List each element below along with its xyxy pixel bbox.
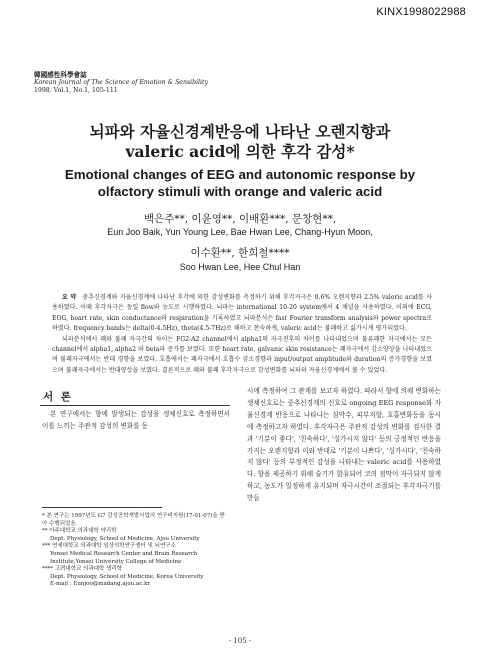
abstract-paragraph-2 [52,335,432,377]
footnote-affiliation-yonsei-ko: *** 연세대학교 의과대학 임상의학연구센터 및 뇌연구소 [42,543,176,550]
authors-korean-line-1: 백은주**, 이윤영**, 이배환***, 문창현**, [143,213,337,225]
footnote-rule [42,507,162,508]
footnotes [42,513,230,589]
journal-header [34,71,434,95]
footnote-affiliation-korea-en: Dept. Physiology, School of Medicine, Korea University [50,573,204,580]
document-id: KINX1998022988 [376,6,466,18]
footnote-affiliation-ajou-ko: ** 아주대학교 의과대학 약리학 [42,528,117,535]
abstract-text-2: 뇌파분석에서 쾌와 불쾌 자극간의 차이는 FG2-A2 channel에서 alpha1의 자극전후의 차이를 나타내었으며 불유쾌한 자극에서는 모든 channel에서 alpha1, alpha2 와 beta파 증가를 보였다. 또한 heart rate, galvanic skin resistance는 쾌자극에서 감소양상을 나타내었으며 불쾌자극에서는 반대 경향을 보였다. 호흡에서는 쾌자극에서 호흡수 감소경향과 input/output amplitude와 duration의 증가경향을 보였으며 불쾌자극에서는 반대양상을 보였다. 결론적으로 쾌와 불쾌 후각자극으로 감성변화를 뇌파와 자율신경계에서 볼 수 있었다. [52,335,432,374]
footnote-funding: * 본 연구는 1997년도 G7 감성공학개발사업의 연구비지원(17-01-07)을 받아 수행되었음. [42,513,225,527]
abstract [52,293,432,376]
english-title-line-2: olfactory stimuli with orange and valeric acid [97,184,383,199]
journal-english-name: Korean Journal of The Science of Emotion & Sensibility [34,79,208,86]
english-title-line-1: Emotional changes of EEG and autonomic response by [64,167,416,182]
abstract-text-1: 중추신경계와 자율신경계에 나타난 후각에 의한 감성변화를 측정하기 위해 후각자극은 0.6% 오렌지향과 2.5% valeric acid를 사용하였다. 이때 후각자극은 동일 flow와 농도로 시행하였다. 뇌파는 international 10-20 system에서 4 채널을 사용하였다. 이외에 ECG, EOG, heart rate, skin conductance와 respiration을 기록하였고 뇌파분석은 fast Fourier transform analysis와 power spectra로 하였다. frequency bands는 delta(0-4.5Hz), theta(4.5-7Hz)로 해하고 찬숙하게, valeric acid는 불쾌하고 싫가시게 평가되었다. [52,294,432,333]
korean-title-line-2: valeric acid에 의한 후각 감성* [125,142,355,161]
introduction-left-text: 본 연구에서는 향에 발생되는 감성을 생체신호로 측정하면서 이를 느끼는 주관적 감성의 변화를 동 [42,410,230,430]
footnote-email: E-mail : Eunjoo@madang.ajou.ac.kr [50,581,151,588]
heading-rule [40,405,230,406]
journal-korean-name: 韓國感性科學會誌 [34,71,87,79]
introduction-heading: 서 론 [43,391,73,403]
footnote-affiliation-korea-ko: **** 고려대학교 의과대학 생리학 [42,566,123,573]
page-number: - 105 - [228,637,252,645]
footnote-affiliation-yonsei-en: Yonsei Medical Research Center and Brain Research Institute,Yonsei University College of Medicine [50,550,198,565]
abstract-paragraph-1 [52,293,432,335]
korean-title-line-1: 뇌파와 자율신경계반응에 나타난 오렌지향과 [89,122,391,141]
authors-korean-line-2: 이수환**, 한희철**** [190,247,290,259]
authors-english-line-1: Eun Joo Baik, Yun Young Lee, Bae Hwan Lee, Chang-Hyun Moon, [107,227,373,237]
journal-volume: 1998. Vol.1, No.1, 105-111 [34,87,118,94]
introduction-left-column [42,409,230,433]
introduction-right-column [247,386,441,505]
introduction-right-text: 시에 측정하여 그 관계를 보고자 하였다. 따라서 향에 의해 변화하는 생체신호로는 중추신경계의 신호로 ongoing EEG response와 자율신경계 반응으로 나타나는 심박수, 피부저항, 호흡변화등을 동시에 측정하고자 하였다. 후각자극은 주관적 감성의 변화를 검사한 결과 '기분이 좋다', '친숙하다', '싱가시지 않다' 등의 긍정적인 반응을 가지는 오렌지향과 이와 반대로 '기분이 나쁘다', '싱가시다', '친숙하지 않다' 등의 부정적인 감성을 나타내는 valeric acid를 사용하였다. 향을 제공하기 위해 술기가 함유되어 코의 점막이 자극되지 않게 하고, 농도가 일정하게 유지되며 자극시간이 조절되는 후각자극기를 만들 [247,387,441,503]
abstract-label: 요 약 [62,294,77,301]
footnote-affiliation-ajou-en: Dept. Physiology, School of Medicine, Ajou University [50,535,200,542]
authors-english-line-2: Soo Hwan Lee, Hee Chul Han [179,262,301,272]
